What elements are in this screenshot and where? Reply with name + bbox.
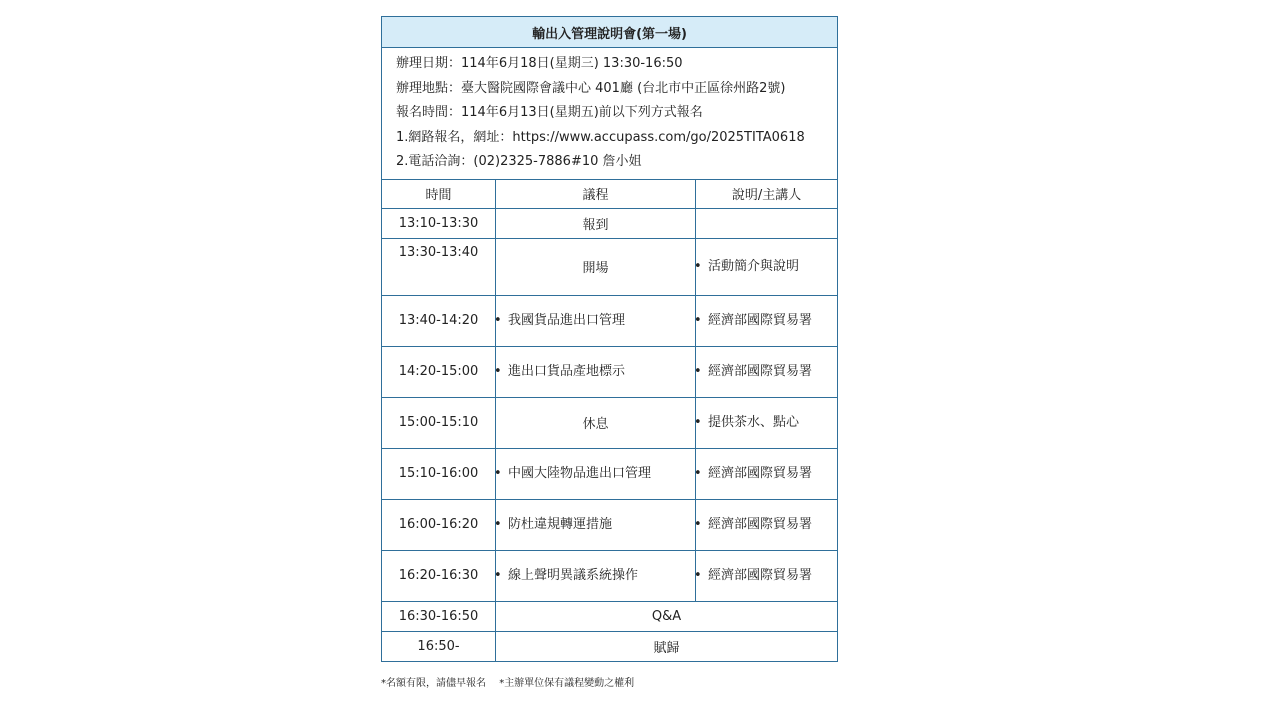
topic-cell: 賦歸: [496, 631, 838, 661]
header-row: [382, 179, 838, 208]
speaker-cell: [696, 346, 838, 397]
speaker-text: 經濟部國際貿易署: [708, 466, 813, 482]
bullet-icon: •: [694, 415, 702, 431]
speaker-text: 提供茶水、點心: [708, 415, 800, 431]
topic-cell: [496, 295, 696, 346]
time-cell: 15:00-15:10: [382, 397, 496, 448]
bullet-icon: •: [494, 517, 502, 533]
col-header-time: 時間: [382, 179, 496, 208]
table-title: 輸出入管理說明會(第一場): [382, 17, 838, 48]
time-cell: 16:30-16:50: [382, 601, 496, 631]
time-cell: 15:10-16:00: [382, 448, 496, 499]
bullet-icon: •: [494, 568, 502, 584]
bullet-icon: •: [494, 466, 502, 482]
bullet-icon: •: [694, 364, 702, 380]
topic-text: 中國大陸物品進出口管理: [508, 466, 652, 482]
event-info: [382, 48, 838, 180]
time-cell: 13:30-13:40: [382, 238, 496, 295]
online-registration: 1.網路報名，網址：https://www.accupass.com/go/2025TITA0618: [396, 129, 805, 145]
topic-text: 我國貨品進出口管理: [508, 313, 626, 329]
time-cell: 14:20-15:00: [382, 346, 496, 397]
speaker-cell: [696, 448, 838, 499]
topic-cell: 休息: [496, 397, 696, 448]
speaker-text: 經濟部國際貿易署: [708, 517, 813, 533]
topic-cell: [496, 448, 696, 499]
time-cell: 13:40-14:20: [382, 295, 496, 346]
speaker-cell: [696, 397, 838, 448]
bullet-icon: •: [494, 364, 502, 380]
bullet-icon: •: [694, 517, 702, 533]
event-venue: 辦理地點：臺大醫院國際會議中心 401廳 (台北市中正區徐州路2號): [396, 80, 786, 96]
bullet-icon: •: [694, 568, 702, 584]
table-row: [382, 238, 838, 295]
time-cell: 16:50-: [382, 631, 496, 661]
table-row: [382, 550, 838, 601]
bullet-icon: •: [694, 466, 702, 482]
table-row: [382, 397, 838, 448]
table-row: [382, 499, 838, 550]
phone-inquiry: 2.電話洽詢：(02)2325-7886#10 詹小姐: [396, 154, 642, 170]
bullet-icon: •: [494, 313, 502, 329]
table-row: [382, 208, 838, 238]
topic-text: 防杜違規轉運措施: [508, 517, 613, 533]
topic-text: 線上聲明異議系統操作: [508, 568, 639, 584]
topic-cell: [496, 550, 696, 601]
time-cell: 16:20-16:30: [382, 550, 496, 601]
table-row: [382, 295, 838, 346]
time-cell: 16:00-16:20: [382, 499, 496, 550]
registration-period: 報名時間：114年6月13日(星期五)前以下列方式報名: [396, 105, 703, 121]
topic-cell: 報到: [496, 208, 696, 238]
col-header-topic: 議程: [496, 179, 696, 208]
bullet-icon: •: [694, 259, 702, 275]
speaker-cell: [696, 295, 838, 346]
table-row: [382, 631, 838, 661]
footnotes: [381, 674, 634, 689]
time-cell: 13:10-13:30: [382, 208, 496, 238]
speaker-text: 活動簡介與說明: [708, 259, 800, 275]
topic-cell: [496, 499, 696, 550]
col-header-speaker: 說明/主講人: [696, 179, 838, 208]
speaker-text: 經濟部國際貿易署: [708, 313, 813, 329]
speaker-cell: [696, 499, 838, 550]
footnote-agenda-changes: *主辦單位保有議程變動之權利: [499, 678, 635, 689]
speaker-cell: [696, 208, 838, 238]
title-row: [382, 17, 838, 48]
speaker-text: 經濟部國際貿易署: [708, 568, 813, 584]
agenda-table: [381, 16, 838, 662]
event-date: 辦理日期：114年6月18日(星期三) 13:30-16:50: [396, 56, 683, 71]
table-row: [382, 601, 838, 631]
speaker-cell: [696, 550, 838, 601]
info-row: [382, 48, 838, 180]
table-row: [382, 448, 838, 499]
speaker-text: 經濟部國際貿易署: [708, 364, 813, 380]
topic-text: 進出口貨品產地標示: [508, 364, 626, 380]
table-row: [382, 346, 838, 397]
topic-cell: [496, 346, 696, 397]
footnote-limited-seats: *名額有限，請儘早報名: [381, 678, 486, 689]
bullet-icon: •: [694, 313, 702, 329]
speaker-cell: [696, 238, 838, 295]
topic-cell: Q&A: [496, 601, 838, 631]
topic-cell: 開場: [496, 238, 696, 295]
